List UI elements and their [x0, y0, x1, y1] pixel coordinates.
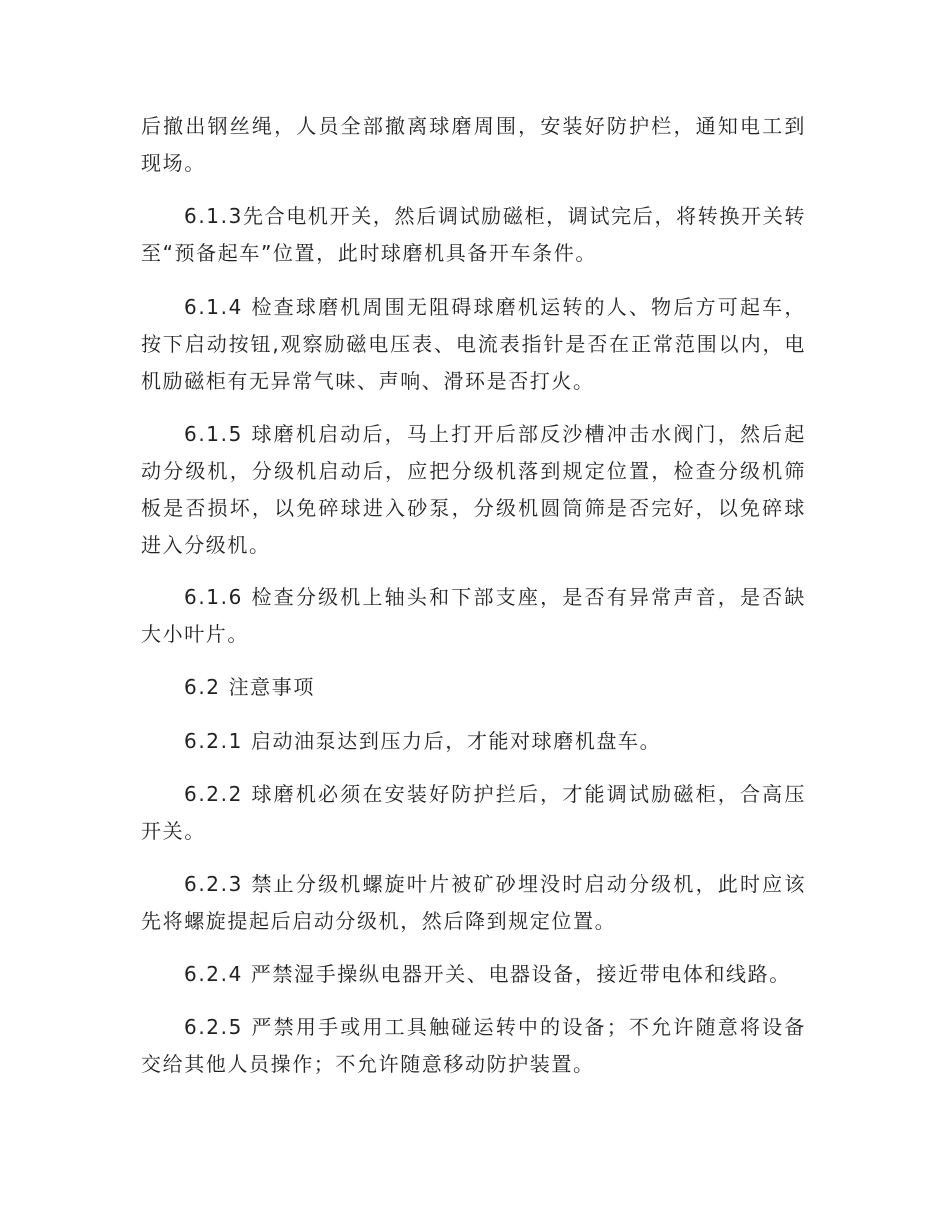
paragraph-6-1-4: 6.1.4 检查球磨机周围无阻碍球磨机运转的人、物后方可起车，按下启动按钮,观察励磁电压表、电流表指针是否在正常范围以内，电机励磁柜有无异常气味、声响、滑环是否打火。: [141, 295, 806, 393]
paragraph-6-2-5: 6.2.5 严禁用手或用工具触碰运转中的设备；不允许随意将设备交给其他人员操作；不允许随意移动防护装置。: [141, 1015, 806, 1076]
paragraph-6-2-2: 6.2.2 球磨机必须在安装好防护拦后，才能调试励磁柜，合高压开关。: [141, 782, 806, 843]
paragraph-6-1-5: 6.1.5 球磨机启动后，马上打开后部反沙槽冲击水阀门，然后起动分级机，分级机启动后，应把分级机落到规定位置，检查分级机筛板是否损坏，以免碎球进入砂泵，分级机圆筒筛是否完好，以免碎球进入分级机。: [141, 422, 806, 557]
paragraph-continuation: 后撤出钢丝绳，人员全部撤离球磨周围，安装好防护栏，通知电工到现场。: [141, 114, 806, 175]
paragraph-6-2-3: 6.2.3 禁止分级机螺旋叶片被矿砂埋没时启动分级机，此时应该先将螺旋提起后启动分级机，然后降到规定位置。: [141, 872, 806, 933]
paragraph-6-2-4: 6.2.4 严禁湿手操纵电器开关、电器设备，接近带电体和线路。: [184, 962, 791, 986]
paragraph-6-1-3: 6.1.3先合电机开关，然后调试励磁柜，调试完后，将转换开关转至“预备起车”位置，此时球磨机具备开车条件。: [141, 204, 806, 265]
paragraph-6-1-6: 6.1.6 检查分级机上轴头和下部支座，是否有异常声音，是否缺大小叶片。: [141, 585, 806, 646]
section-heading-6-2: 6.2 注意事项: [184, 675, 315, 699]
paragraph-6-2-1: 6.2.1 启动油泵达到压力后，才能对球磨机盘车。: [184, 729, 662, 753]
